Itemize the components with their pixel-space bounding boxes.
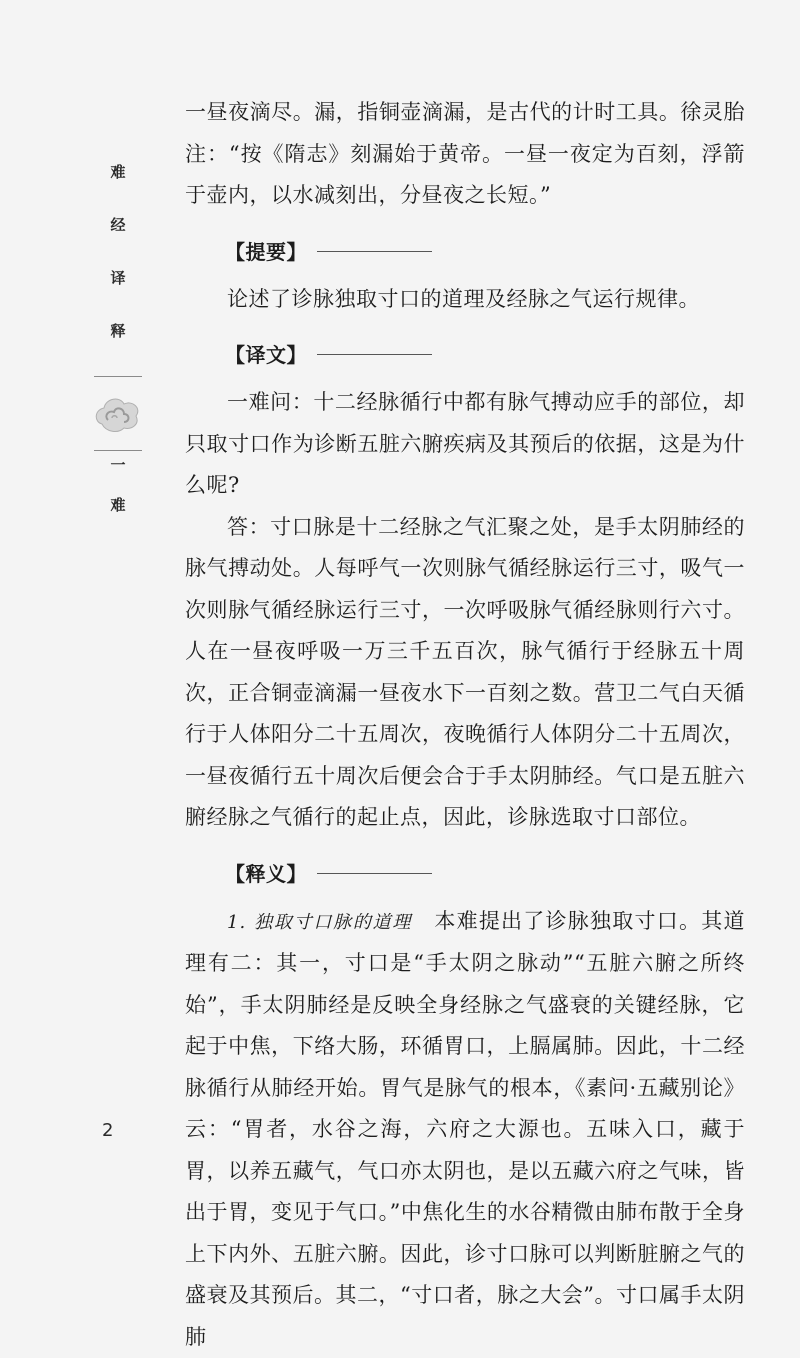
side-rule-top — [94, 376, 142, 377]
side-title-char: 难 — [88, 152, 148, 205]
explanation-item-text: 本难提出了诊脉独取寸口。其道理有二：其一，寸口是“手太阴之脉动”“五脏六腑之所终始”，手太阴肺经是反映全身经脉之气盛衰的关键经脉，它起于中焦，下络大肠，环循胃口，上膈属肺。因此，十二经脉循行从肺经开始。胃气是脉气的根本，《素问·五藏别论》云：“胃者，水谷之海，六府之大源也。五味入口，藏于胃，以养五藏气，气口亦太阴也，是以五藏六府之气味，皆出于胃，变见于气口。”中焦化生的水谷精微由肺布散于全身上下内外、五脏六腑。因此，诊寸口脉可以判断脏腑之气的盛衰及其预后。其二，“寸口者，脉之大会”。寸口属手太阴肺 — [185, 909, 745, 1349]
side-chapter-char: 难 — [88, 490, 148, 530]
heading-rule — [317, 873, 432, 874]
side-title-char: 释 — [88, 311, 148, 364]
explanation-heading — [185, 851, 745, 901]
intro-paragraph: 一昼夜滴尽。漏，指铜壶滴漏，是古代的计时工具。徐灵胎注：“按《隋志》刻漏始于黄帝。一昼一夜定为百刻，浮箭于壶内，以水减刻出，分昼夜之长短。” — [185, 92, 745, 217]
side-chapter — [88, 450, 148, 530]
translation-heading-label: 【译文】 — [225, 343, 307, 367]
summary-heading-label: 【提要】 — [225, 240, 307, 264]
side-title-char: 译 — [88, 258, 148, 311]
explanation-paragraph — [185, 901, 745, 1358]
main-text — [185, 92, 745, 1358]
heading-rule — [317, 354, 432, 355]
translation-paragraph: 一难问：十二经脉循行中都有脉气搏动应手的部位，却只取寸口作为诊断五脏六腑疾病及其预后的依据，这是为什么呢? — [185, 382, 745, 507]
explanation-item-number: 1. — [227, 912, 246, 933]
cloud-emblem-icon — [88, 386, 148, 442]
translation-paragraph: 答：寸口脉是十二经脉之气汇聚之处，是手太阴肺经的脉气搏动处。人每呼气一次则脉气循经脉运行三寸，吸气一次则脉气循经脉运行三寸，一次呼吸脉气循经脉则行六寸。人在一昼夜呼吸一万三千五百次，脉气循行于经脉五十周次，正合铜壶滴漏一昼夜水下一百刻之数。营卫二气白天循行于人体阳分二十五周次，夜晚循行人体阴分二十五周次，一昼夜循行五十周次后便会合于手太阴肺经。气口是五脏六腑经脉之气循行的起止点，因此，诊脉选取寸口部位。 — [185, 507, 745, 839]
summary-text: 论述了诊脉独取寸口的道理及经脉之气运行规律。 — [185, 279, 745, 321]
side-chapter-char: 一 — [88, 450, 148, 490]
summary-heading — [185, 229, 745, 279]
side-emblem — [88, 374, 148, 454]
explanation-heading-label: 【释义】 — [225, 862, 307, 886]
page-number: 2 — [102, 1120, 113, 1141]
heading-rule — [317, 251, 432, 252]
side-title — [88, 152, 148, 364]
translation-heading — [185, 332, 745, 382]
explanation-item-title: 独取寸口脉的道理 — [254, 912, 412, 933]
side-title-char: 经 — [88, 205, 148, 258]
